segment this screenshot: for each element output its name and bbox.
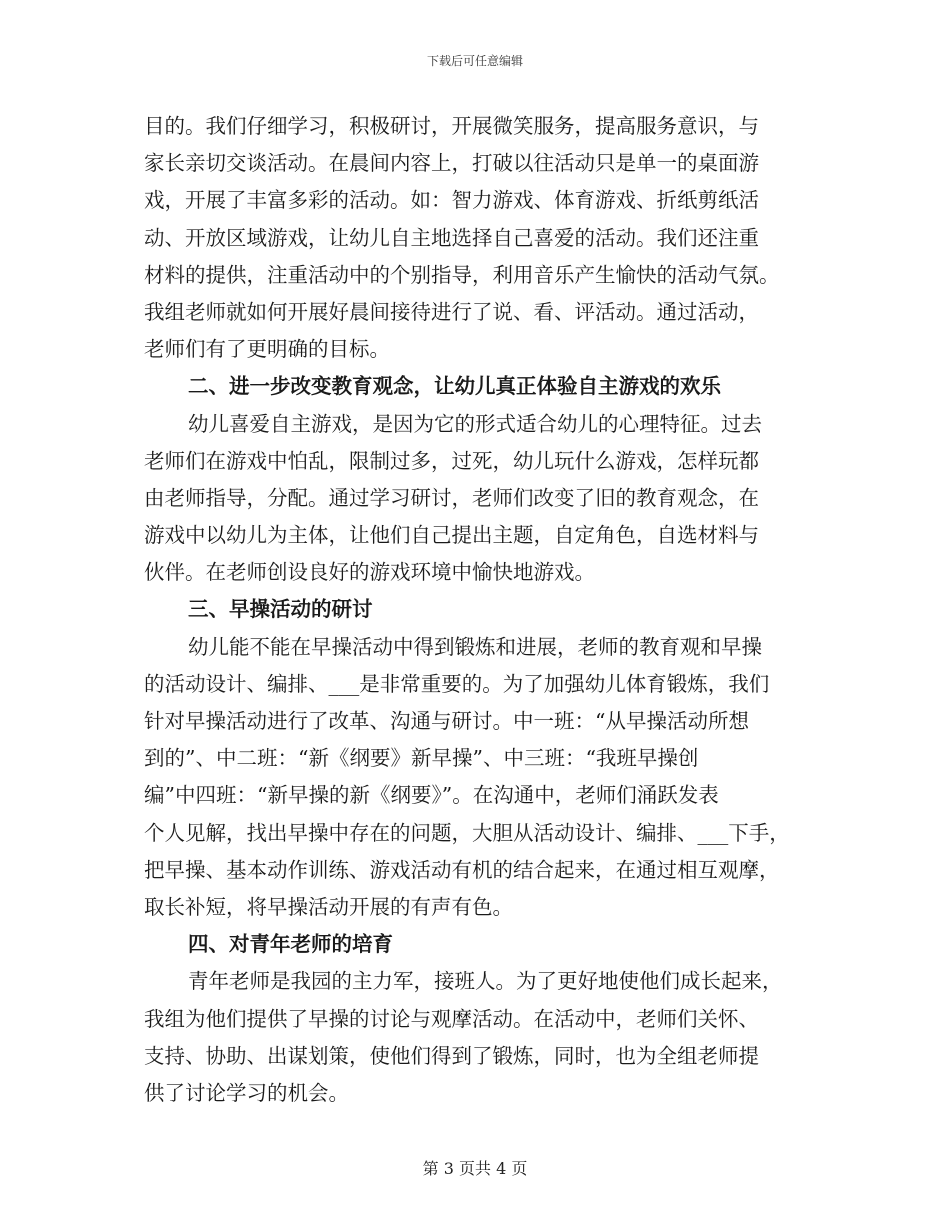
paragraph-line: 我组为他们提供了早操的讨论与观摩活动。在活动中，老师们关怀、 bbox=[144, 1006, 759, 1031]
paragraph-line: 老师们在游戏中怕乱，限制过多，过死，幼儿玩什么游戏，怎样玩都 bbox=[144, 448, 759, 473]
paragraph-line: 到的”、中二班：“新《纲要》新早操”、中三班：“我班早操创 bbox=[144, 746, 699, 771]
paragraph-line: 家长亲切交谈活动。在晨间内容上，打破以往活动只是单一的桌面游 bbox=[144, 151, 759, 176]
paragraph-line: 老师们有了更明确的目标。 bbox=[144, 337, 390, 362]
section-heading: 二、进一步改变教育观念，让幼儿真正体验自主游戏的欢乐 bbox=[188, 374, 721, 399]
paragraph-line: 幼儿喜爱自主游戏，是因为它的形式适合幼儿的心理特征。过去 bbox=[188, 411, 762, 436]
paragraph-line: 动、开放区域游戏，让幼儿自主地选择自己喜爱的活动。我们还注重 bbox=[144, 225, 759, 250]
paragraph-line: 材料的提供，注重活动中的个别指导，利用音乐产生愉快的活动气氛。 bbox=[144, 262, 780, 287]
paragraph-line: 编”中四班：“新早操的新《纲要》”。在沟通中，老师们涌跃发表 bbox=[144, 783, 719, 808]
paragraph-line: 个人见解，找出早操中存在的问题，大胆从活动设计、编排、___下手， bbox=[144, 820, 790, 845]
section-heading: 三、早操活动的研讨 bbox=[188, 597, 373, 622]
section-heading: 四、对青年老师的培育 bbox=[188, 932, 393, 957]
paragraph-line: 戏，开展了丰富多彩的活动。如：智力游戏、体育游戏、折纸剪纸活 bbox=[144, 188, 759, 213]
page-footer: 第 3 页共 4 页 bbox=[422, 1159, 528, 1178]
paragraph-line: 幼儿能不能在早操活动中得到锻炼和进展，老师的教育观和早操 bbox=[188, 634, 762, 659]
paragraph-line: 目的。我们仔细学习，积极研讨，开展微笑服务，提高服务意识，与 bbox=[144, 114, 759, 138]
paragraph-line: 由老师指导，分配。通过学习研讨，老师们改变了旧的教育观念，在 bbox=[144, 485, 759, 510]
paragraph-line: 游戏中以幼儿为主体，让他们自己提出主题，自定角色，自选材料与 bbox=[144, 523, 759, 548]
paragraph-line: 取长补短，将早操活动开展的有声有色。 bbox=[144, 894, 513, 919]
paragraph-line: 我组老师就如何开展好晨间接待进行了说、看、评活动。通过活动， bbox=[144, 299, 759, 324]
paragraph-line: 针对早操活动进行了改革、沟通与研讨。中一班：“从早操活动所想 bbox=[144, 709, 749, 733]
document-body bbox=[144, 108, 824, 1112]
paragraph-line: 供了讨论学习的机会。 bbox=[144, 1080, 349, 1105]
paragraph-line: 青年老师是我园的主力军，接班人。为了更好地使他们成长起来， bbox=[188, 969, 783, 994]
paragraph-line: 伙伴。在老师创设良好的游戏环境中愉快地游戏。 bbox=[144, 560, 595, 585]
page-header: 下载后可任意编辑 bbox=[426, 54, 523, 68]
paragraph-line: 支持、协助、出谋划策，使他们得到了锻炼，同时，也为全组老师提 bbox=[144, 1043, 759, 1068]
paragraph-line: 把早操、基本动作训练、游戏活动有机的结合起来，在通过相互观摩， bbox=[144, 857, 780, 882]
paragraph-line: 的活动设计、编排、___是非常重要的。为了加强幼儿体育锻炼，我们 bbox=[144, 671, 770, 696]
